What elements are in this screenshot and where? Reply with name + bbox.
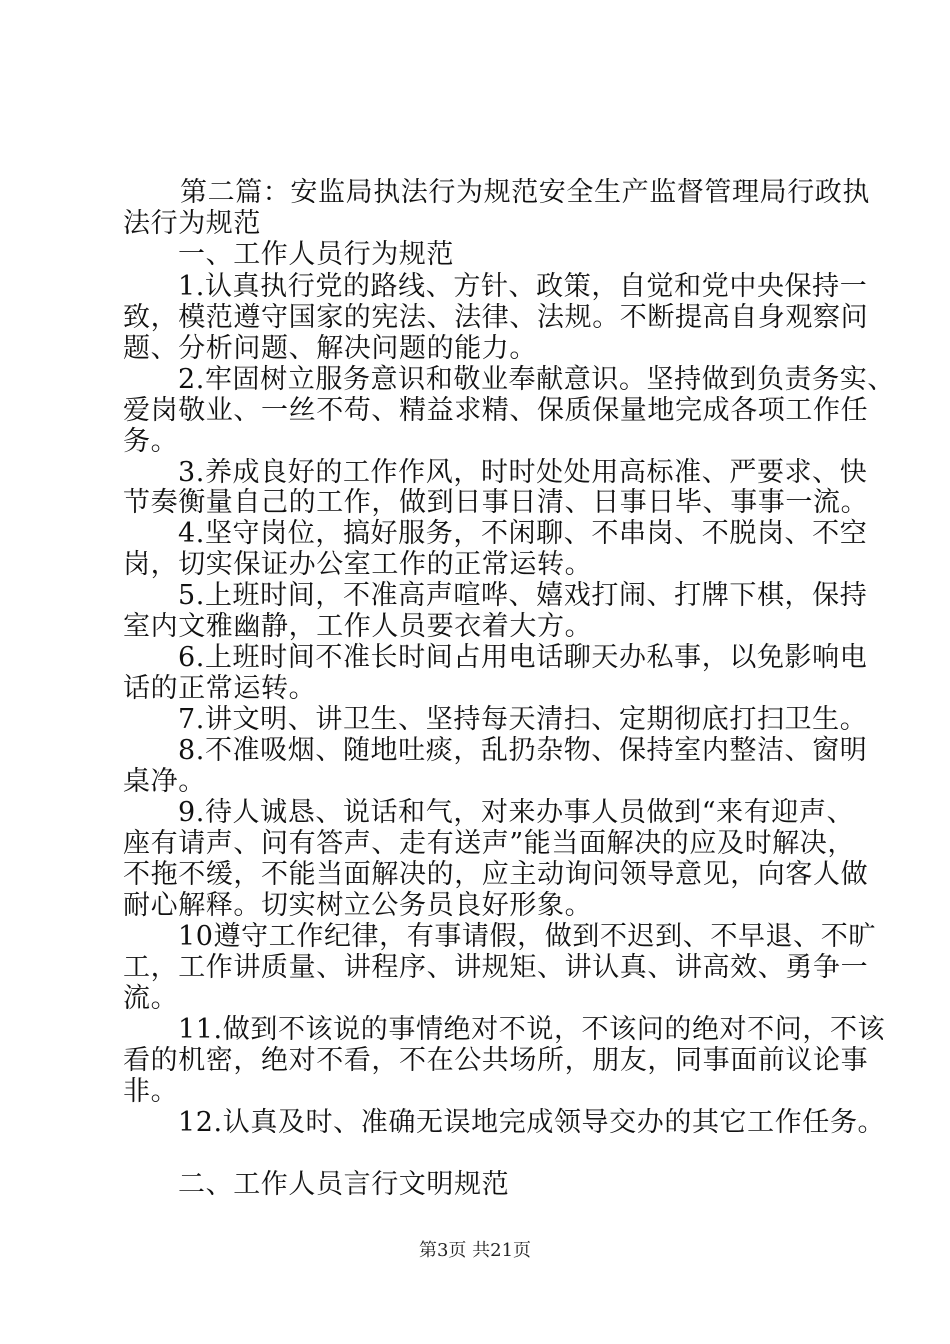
paragraph-line: 爱岗敬业、一丝不苟、精益求精、保质保量地完成各项工作任 [123,395,869,426]
paragraph-line: 桌净。 [123,766,206,797]
section-heading: 二、工作人员言行文明规范 [178,1169,510,1200]
paragraph-line: 非。 [123,1076,179,1107]
paragraph-line: 5.上班时间，不准高声喧哗、嬉戏打闹、打牌下棋，保持 [178,580,868,611]
section-heading: 一、工作人员行为规范 [178,239,454,270]
paragraph-line: 4.坚守岗位，搞好服务，不闲聊、不串岗、不脱岗、不空 [178,518,868,549]
paragraph-line: 10遵守工作纪律，有事请假，做到不迟到、不早退、不旷 [178,921,876,952]
paragraph-line: 话的正常运转。 [123,673,317,704]
paragraph-line: 看的机密，绝对不看，不在公共场所，朋友，同事面前议论事 [123,1045,869,1076]
paragraph-line: 耐心解释。切实树立公务员良好形象。 [123,890,593,921]
paragraph-line: 题、分析问题、解决问题的能力。 [123,333,537,364]
paragraph-line: 座有请声、问有答声、走有送声”能当面解决的应及时解决， [123,828,856,859]
paragraph-line: 11.做到不该说的事情绝对不说，不该问的绝对不问，不该 [178,1014,886,1045]
paragraph-line: 1.认真执行党的路线、方针、政策，自觉和党中央保持一 [178,271,868,302]
paragraph-line: 节奏衡量自己的工作，做到日事日清、日事日毕、事事一流。 [123,487,869,518]
paragraph-line: 流。 [123,983,179,1014]
paragraph-line: 工，工作讲质量、讲程序、讲规矩、讲认真、讲高效、勇争一 [123,952,869,983]
paragraph-line: 7.讲文明、讲卫生、坚持每天清扫、定期彻底打扫卫生。 [178,704,868,735]
page-number-footer: 第3页 共21页 [418,1240,532,1261]
paragraph-line: 8.不准吸烟、随地吐痰，乱扔杂物、保持室内整洁、窗明 [178,735,868,766]
paragraph-line: 3.养成良好的工作作风，时时处处用高标准、严要求、快 [178,457,868,488]
heading-line-1: 第二篇：安监局执法行为规范安全生产监督管理局行政执 [180,177,870,208]
paragraph-line: 9.待人诚恳、说话和气，对来办事人员做到“来有迎声、 [178,797,855,828]
heading-line-2: 法行为规范 [123,208,261,239]
paragraph-line: 不拖不缓，不能当面解决的，应主动询问领导意见，向客人做 [123,859,869,890]
paragraph-line: 务。 [123,426,179,457]
paragraph-line: 6.上班时间不准长时间占用电话聊天办私事，以免影响电 [178,642,868,673]
paragraph-line: 致，模范遵守国家的宪法、法律、法规。不断提高自身观察问 [123,302,869,333]
paragraph-line: 12.认真及时、准确无误地完成领导交办的其它工作任务。 [178,1107,886,1138]
paragraph-line: 岗，切实保证办公室工作的正常运转。 [123,549,593,580]
paragraph-line: 2.牢固树立服务意识和敬业奉献意识。坚持做到负责务实、 [178,364,895,395]
paragraph-line: 室内文雅幽静，工作人员要衣着大方。 [123,611,593,642]
